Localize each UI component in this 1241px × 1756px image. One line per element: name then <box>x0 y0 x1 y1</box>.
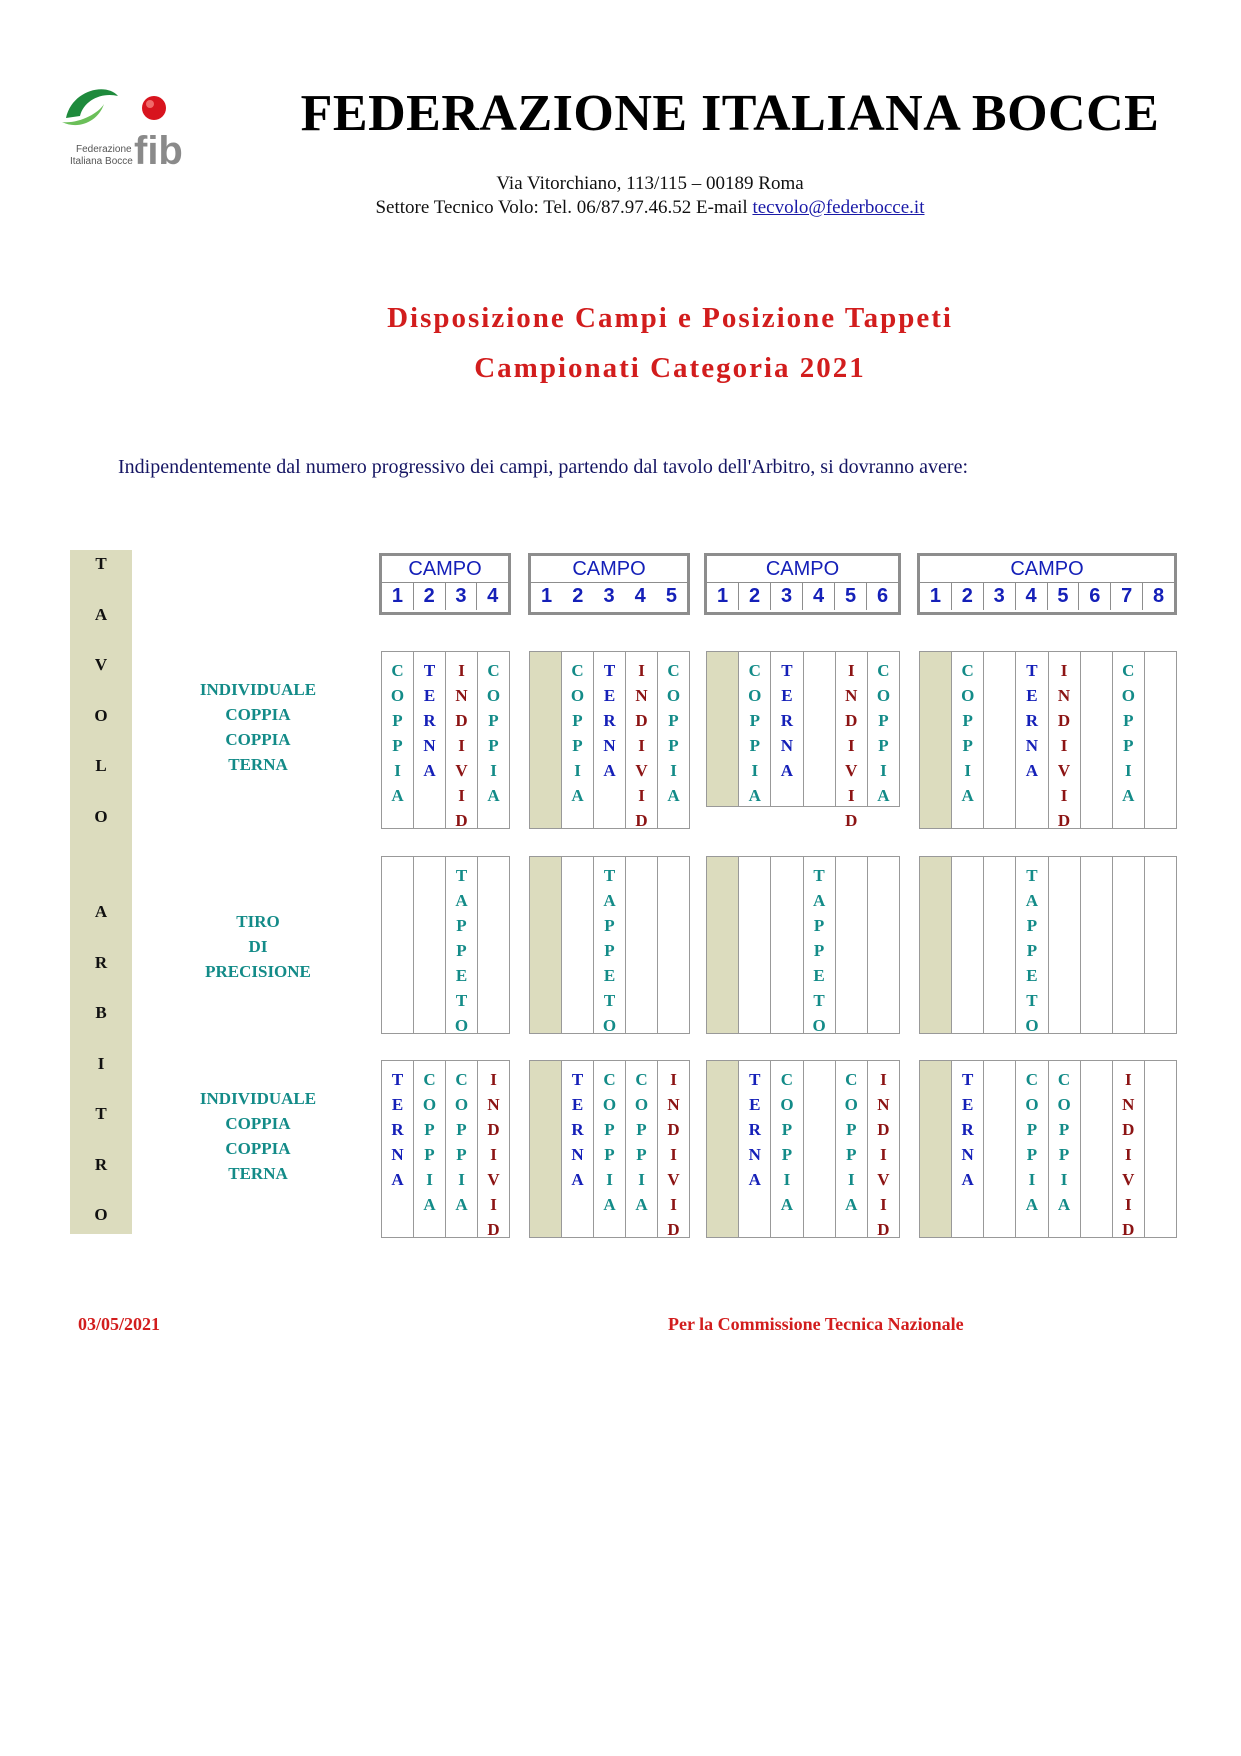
logo-red-ball <box>142 96 166 120</box>
vertical-label: C O P P I A <box>748 661 762 805</box>
tavolo-arbitro-letter: A <box>94 902 108 921</box>
vertical-label: T E R N A <box>748 1070 761 1189</box>
field-cell-empty <box>657 857 689 1033</box>
vertical-label: I N D I V I D <box>455 661 468 830</box>
field-cell-empty <box>770 857 802 1033</box>
vertical-label: I N D I V I D <box>845 661 858 830</box>
fib-logo <box>58 78 208 170</box>
vertical-label: T E R N A <box>603 661 616 780</box>
vertical-label: C O P P I A <box>634 1070 649 1214</box>
campo-label: CAMPO <box>920 556 1174 583</box>
field-cell-empty <box>803 652 835 806</box>
field-cell-empty <box>983 652 1015 828</box>
campo-number: 2 <box>572 585 584 607</box>
field-cell-coppia <box>738 652 770 806</box>
logo-brand-text: fib <box>134 129 183 170</box>
field-cell-coppia <box>561 652 593 828</box>
field-cell-shaded <box>530 652 561 828</box>
field-cell-empty <box>625 857 657 1033</box>
campo-label: CAMPO <box>382 556 508 583</box>
field-group-3-4 <box>919 1060 1177 1238</box>
campo-label: CAMPO <box>531 556 687 583</box>
email-link[interactable]: tecvolo@federbocce.it <box>752 197 925 218</box>
campo-number: 5 <box>834 583 866 610</box>
vertical-label: C O P P I A <box>1057 1070 1071 1214</box>
organization-name: FEDERAZIONE ITALIANA BOCCE <box>300 85 1160 142</box>
contact-line <box>300 196 1000 220</box>
field-cell-individ <box>1048 652 1080 828</box>
campo-header-1 <box>379 553 511 615</box>
field-cell-empty <box>983 1061 1015 1237</box>
vertical-label: I N D I V I D <box>487 1070 500 1239</box>
vertical-label: T E R N A <box>423 661 436 780</box>
field-group-1-4 <box>919 651 1177 829</box>
field-cell-coppia <box>657 652 689 828</box>
tavolo-arbitro-letter: T <box>95 554 107 573</box>
field-cell-shaded <box>707 1061 738 1237</box>
vertical-label: T A P P E T O <box>454 866 469 1035</box>
campo-numbers <box>707 583 898 610</box>
row-label-line: TIRO <box>236 912 280 931</box>
field-cell-empty <box>1080 1061 1112 1237</box>
field-cell-coppia <box>413 1061 445 1237</box>
field-cell-coppia <box>867 652 899 806</box>
field-group-3-2 <box>529 1060 690 1238</box>
field-group-1-3 <box>706 651 900 830</box>
field-cell-terna <box>382 1061 413 1237</box>
tavolo-arbitro-column <box>70 550 132 1234</box>
field-cell-individ <box>477 1061 509 1237</box>
field-cell-shaded <box>530 1061 561 1237</box>
field-cell-empty <box>803 1061 835 1237</box>
vertical-label: C O P P I A <box>780 1070 794 1214</box>
row-label-line: INDIVIDUALE <box>199 680 317 699</box>
tavolo-arbitro-letter: R <box>94 953 108 972</box>
field-cell-coppia <box>1048 1061 1080 1237</box>
row-label-3 <box>148 1086 368 1186</box>
vertical-label: T A P P E T O <box>812 866 826 1035</box>
campo-numbers <box>531 583 687 610</box>
campo-number: 4 <box>1015 583 1047 610</box>
field-cell-empty <box>1144 1061 1176 1237</box>
field-cell-tappeto <box>803 857 835 1033</box>
campo-number: 2 <box>951 583 983 610</box>
tavolo-arbitro-letter: O <box>94 807 108 826</box>
field-cell-empty <box>1080 652 1112 828</box>
address-line: Via Vitorchiano, 113/115 – 00189 Roma <box>496 173 804 194</box>
field-cell-terna <box>413 652 445 828</box>
vertical-label: C O P P I A <box>961 661 975 805</box>
campo-label: CAMPO <box>707 556 898 583</box>
address-block <box>300 172 1000 220</box>
campo-number: 3 <box>445 583 477 610</box>
logo-caption-2: Italiana Bocce <box>70 156 133 167</box>
tavolo-arbitro-letter: O <box>94 706 108 725</box>
field-group-2-3 <box>706 856 900 1034</box>
title-line-2: Campionati Categoria 2021 <box>474 352 866 384</box>
field-group-1-1 <box>381 651 510 829</box>
field-cell-coppia <box>835 1061 867 1237</box>
field-cell-tappeto <box>445 857 477 1033</box>
field-group-1-2 <box>529 651 690 829</box>
campo-number: 1 <box>541 585 553 607</box>
row-label-line: TERNA <box>228 1164 288 1183</box>
campo-number: 5 <box>1047 583 1079 610</box>
vertical-label: I N D I V I D <box>877 1070 890 1239</box>
vertical-label: T E R N A <box>1025 661 1039 780</box>
tavolo-arbitro-letter: A <box>94 605 108 624</box>
field-cell-individ <box>1112 1061 1144 1237</box>
campo-header-3 <box>704 553 901 615</box>
vertical-label: C O P P I A <box>422 1070 437 1214</box>
vertical-label: C O P P I A <box>844 1070 858 1214</box>
logo-green-swoosh <box>66 89 118 118</box>
campo-header-2 <box>528 553 690 615</box>
field-cell-coppia <box>625 1061 657 1237</box>
vertical-label: C O P P I A <box>876 661 891 805</box>
vertical-label: T A P P E T O <box>1025 866 1039 1035</box>
field-cell-empty <box>1080 857 1112 1033</box>
vertical-label: C O P P I A <box>602 1070 617 1214</box>
field-cell-terna <box>951 1061 983 1237</box>
field-cell-shaded <box>707 652 738 806</box>
field-cell-shaded <box>707 857 738 1033</box>
vertical-label: C O P P I A <box>454 1070 469 1214</box>
row-label-line: INDIVIDUALE <box>199 1089 317 1108</box>
field-cell-individ <box>445 652 477 828</box>
tavolo-arbitro-letter: T <box>95 1104 107 1123</box>
field-cell-coppia <box>445 1061 477 1237</box>
field-cell-terna <box>561 1061 593 1237</box>
row-label-line: TERNA <box>228 755 288 774</box>
tavolo-arbitro-letter: R <box>94 1155 108 1174</box>
row-label-line: COPPIA <box>225 1139 291 1158</box>
field-cell-tappeto <box>593 857 625 1033</box>
campo-number: 3 <box>983 583 1015 610</box>
campo-number: 6 <box>1078 583 1110 610</box>
field-cell-coppia <box>1015 1061 1047 1237</box>
campo-number: 3 <box>770 583 802 610</box>
field-cell-empty <box>951 857 983 1033</box>
field-cell-shaded <box>920 652 951 828</box>
campo-number: 7 <box>1110 583 1142 610</box>
contact-prefix: Settore Tecnico Volo: Tel. 06/87.97.46.52 E-mail <box>375 197 753 218</box>
field-group-2-1 <box>381 856 510 1034</box>
tavolo-arbitro-letter: O <box>94 1205 108 1224</box>
field-group-3-3 <box>706 1060 900 1238</box>
field-cell-empty <box>738 857 770 1033</box>
campo-header-4 <box>917 553 1177 615</box>
campo-number: 4 <box>802 583 834 610</box>
tavolo-arbitro-letter: V <box>94 655 108 674</box>
field-cell-empty <box>1112 857 1144 1033</box>
logo-caption-1: Federazione <box>76 144 132 155</box>
field-cell-empty <box>867 857 899 1033</box>
field-cell-individ <box>867 1061 899 1237</box>
field-cell-empty <box>1144 652 1176 828</box>
vertical-label: C O P P I A <box>1025 1070 1039 1214</box>
field-cell-empty <box>835 857 867 1033</box>
row-label-line: DI <box>248 937 268 956</box>
vertical-label: T E R N A <box>571 1070 584 1189</box>
field-cell-empty <box>382 857 413 1033</box>
field-cell-terna <box>770 652 802 806</box>
campo-number: 1 <box>929 585 941 607</box>
campo-number: 2 <box>413 583 445 610</box>
field-cell-terna <box>1015 652 1047 828</box>
campo-number: 6 <box>866 583 898 610</box>
signature: Per la Commissione Tecnica Nazionale <box>668 1314 964 1334</box>
row-label-2 <box>148 909 368 984</box>
field-cell-shaded <box>920 857 951 1033</box>
row-label-line: PRECISIONE <box>205 962 311 981</box>
field-cell-empty <box>1048 857 1080 1033</box>
tavolo-arbitro-letter: B <box>95 1003 107 1022</box>
vertical-label: C O P P I A <box>1121 661 1135 805</box>
row-label-line: COPPIA <box>225 1114 291 1133</box>
tavolo-arbitro-letter: I <box>97 1054 105 1073</box>
field-cell-coppia <box>951 652 983 828</box>
field-cell-empty <box>413 857 445 1033</box>
vertical-label: C O P P I A <box>570 661 585 805</box>
field-cell-shaded <box>530 857 561 1033</box>
vertical-label: I N D I V I D <box>1057 661 1071 830</box>
vertical-label: T E R N A <box>780 661 794 780</box>
campo-number: 5 <box>665 585 677 607</box>
field-cell-coppia <box>477 652 509 828</box>
campo-number: 4 <box>634 585 646 607</box>
field-cell-empty <box>1144 857 1176 1033</box>
campo-numbers <box>920 583 1174 610</box>
field-cell-terna <box>593 652 625 828</box>
field-cell-empty <box>983 857 1015 1033</box>
field-cell-coppia <box>770 1061 802 1237</box>
row-label-line: COPPIA <box>225 705 291 724</box>
campo-number: 2 <box>738 583 770 610</box>
row-label-line: COPPIA <box>225 730 291 749</box>
campo-number: 8 <box>1142 583 1174 610</box>
field-group-2-2 <box>529 856 690 1034</box>
field-cell-shaded <box>920 1061 951 1237</box>
row-label-1 <box>148 677 368 777</box>
campo-numbers <box>382 583 508 610</box>
field-group-2-4 <box>919 856 1177 1034</box>
campo-number: 4 <box>476 583 508 610</box>
vertical-label: T E R N A <box>391 1070 404 1189</box>
vertical-label: I N D I V I D <box>667 1070 680 1239</box>
title-line-1: Disposizione Campi e Posizione Tappeti <box>387 302 953 334</box>
field-cell-coppia <box>1112 652 1144 828</box>
field-cell-coppia <box>593 1061 625 1237</box>
vertical-label: T E R N A <box>961 1070 974 1189</box>
field-cell-terna <box>738 1061 770 1237</box>
tavolo-arbitro-letter: L <box>95 756 107 775</box>
vertical-label: C O P P I A <box>666 661 681 805</box>
vertical-label: T A P P E T O <box>602 866 617 1035</box>
field-cell-tappeto <box>1015 857 1047 1033</box>
field-cell-empty <box>477 857 509 1033</box>
document-date: 03/05/2021 <box>78 1314 161 1334</box>
campo-number: 1 <box>391 585 403 607</box>
vertical-label: I N D I V I D <box>635 661 648 830</box>
vertical-label: C O P P I A <box>390 661 405 805</box>
field-cell-empty <box>561 857 593 1033</box>
intro-text: Indipendentemente dal numero progressivo dei campi, partendo dal tavolo dell'Arbitro, si dovranno avere: <box>118 456 969 478</box>
field-cell-individ <box>657 1061 689 1237</box>
field-cell-individ <box>835 652 867 830</box>
field-cell-individ <box>625 652 657 828</box>
vertical-label: I N D I V I D <box>1122 1070 1135 1239</box>
field-group-3-1 <box>381 1060 510 1238</box>
vertical-label: C O P P I A <box>486 661 501 805</box>
field-cell-coppia <box>382 652 413 828</box>
campo-number: 1 <box>716 585 729 607</box>
campo-number: 3 <box>603 585 615 607</box>
